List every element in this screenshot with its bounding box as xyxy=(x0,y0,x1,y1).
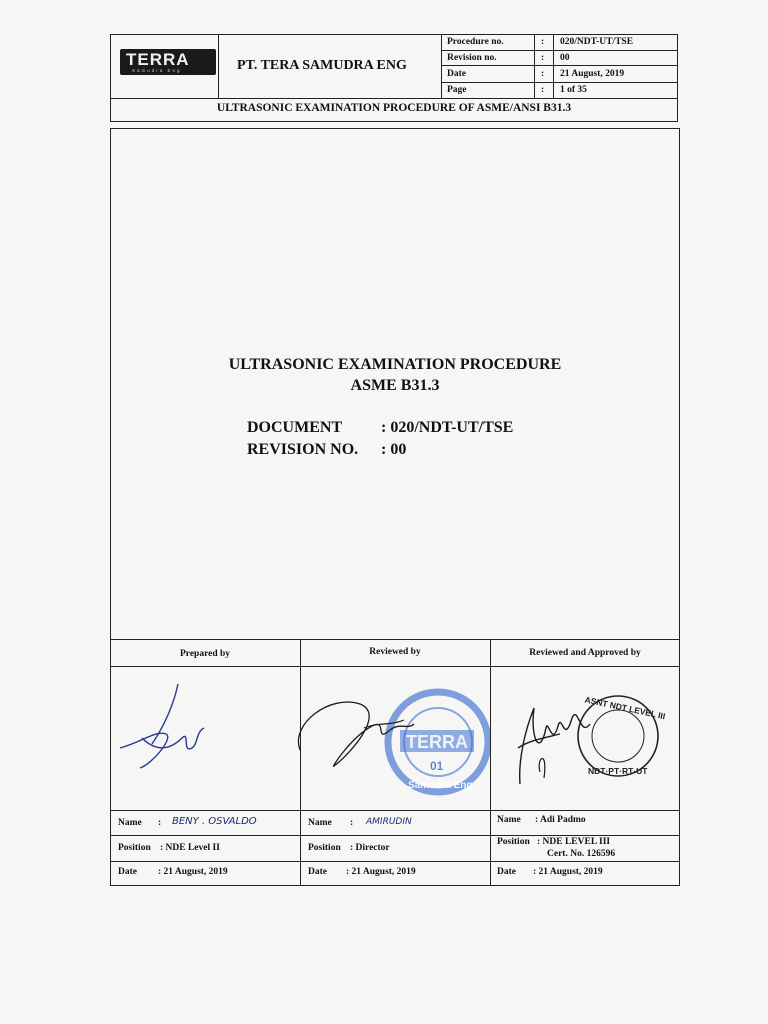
company-name: PT. TERA SAMUDRA ENG xyxy=(237,58,407,73)
procedure-no-label: Procedure no. xyxy=(447,37,504,47)
revision-no-sep: : xyxy=(541,53,545,63)
page-sep: : xyxy=(541,85,545,95)
logo-subtitle: Samudra Eng xyxy=(132,68,182,73)
reviewed-name-label: Name xyxy=(308,818,332,828)
approved-name-label: Name xyxy=(497,815,521,825)
document-label: DOCUMENT xyxy=(247,419,343,436)
approved-by-heading: Reviewed and Approved by xyxy=(529,648,641,658)
approved-date-label: Date xyxy=(497,867,516,877)
company-logo xyxy=(120,49,216,75)
procedure-no-sep: : xyxy=(541,37,545,47)
revision-no-value: 00 xyxy=(560,53,570,63)
prepared-name-value: BENY . OSVALDO xyxy=(172,816,257,827)
revision-label: REVISION NO. xyxy=(247,441,359,458)
page-value: 1 of 35 xyxy=(560,85,587,95)
revision-no-label: Revision no. xyxy=(447,53,497,63)
header-divider-sep xyxy=(553,34,554,98)
prepared-name-sep: : xyxy=(158,818,162,828)
document-value: : 020/NDT-UT/TSE xyxy=(381,419,514,436)
reviewed-by-heading: Reviewed by xyxy=(369,647,421,657)
header-row-line xyxy=(441,50,678,51)
header-divider-label xyxy=(534,34,535,98)
sig-name-line xyxy=(110,810,680,811)
header-row-line xyxy=(441,82,678,83)
reviewed-date-value: : 21 August, 2019 xyxy=(346,867,416,877)
prepared-position-value: : NDE Level II xyxy=(160,843,220,853)
approved-cert-number: Cert. No. 126596 xyxy=(547,849,616,859)
level-stamp-bottom-text: NDT·PT·RT·UT xyxy=(588,766,648,776)
prepared-date-value: : 21 August, 2019 xyxy=(158,867,228,877)
prepared-name-label: Name xyxy=(118,818,142,828)
document-title: ULTRASONIC EXAMINATION PROCEDURE OF ASME/ANSI B31.3 xyxy=(216,102,572,114)
stamp-number-text: 01 xyxy=(430,759,444,773)
prepared-signature xyxy=(112,672,298,802)
procedure-standard: ASME B31.3 xyxy=(350,377,440,394)
reviewed-position-label: Position xyxy=(308,843,341,853)
sig-position-line xyxy=(110,835,680,836)
procedure-title: ULTRASONIC EXAMINATION PROCEDURE xyxy=(228,356,562,373)
approved-position-label: Position xyxy=(497,837,530,847)
sig-date-line xyxy=(110,861,680,862)
stamp-sub-text: Samudra Eng xyxy=(408,780,473,791)
date-value: 21 August, 2019 xyxy=(560,69,625,79)
director-signature-and-stamp xyxy=(290,684,490,806)
date-label: Date xyxy=(447,69,466,79)
prepared-position-label: Position xyxy=(118,843,151,853)
reviewed-name-value: AMIRUDIN xyxy=(366,817,412,827)
approver-signature-and-stamp xyxy=(500,688,680,796)
page-label: Page xyxy=(447,85,467,95)
prepared-by-heading: Prepared by xyxy=(179,649,231,659)
approved-name-value: : Adi Padmo xyxy=(535,815,586,825)
header-divider-company xyxy=(441,34,442,98)
header-row-line xyxy=(441,65,678,66)
reviewed-position-value: : Director xyxy=(350,843,390,853)
prepared-date-label: Date xyxy=(118,867,137,877)
header-title-line xyxy=(110,98,678,99)
sig-heading-line xyxy=(110,666,680,667)
reviewed-name-sep: : xyxy=(350,818,354,828)
reviewed-date-label: Date xyxy=(308,867,327,877)
sig-col-divider xyxy=(490,639,491,886)
approved-position-value: : NDE LEVEL III xyxy=(537,837,611,847)
procedure-no-value: 020/NDT-UT/TSE xyxy=(560,37,634,47)
logo-wordmark: TERRA xyxy=(126,50,190,69)
revision-value: : 00 xyxy=(381,441,407,458)
date-sep: : xyxy=(541,69,545,79)
stamp-terra-text: TERRA xyxy=(406,732,468,752)
level-stamp-top-text: ASNT NDT LEVEL III xyxy=(583,694,667,722)
sig-table-top xyxy=(110,639,680,640)
header-divider-logo xyxy=(218,34,219,98)
approved-date-value: : 21 August, 2019 xyxy=(533,867,603,877)
